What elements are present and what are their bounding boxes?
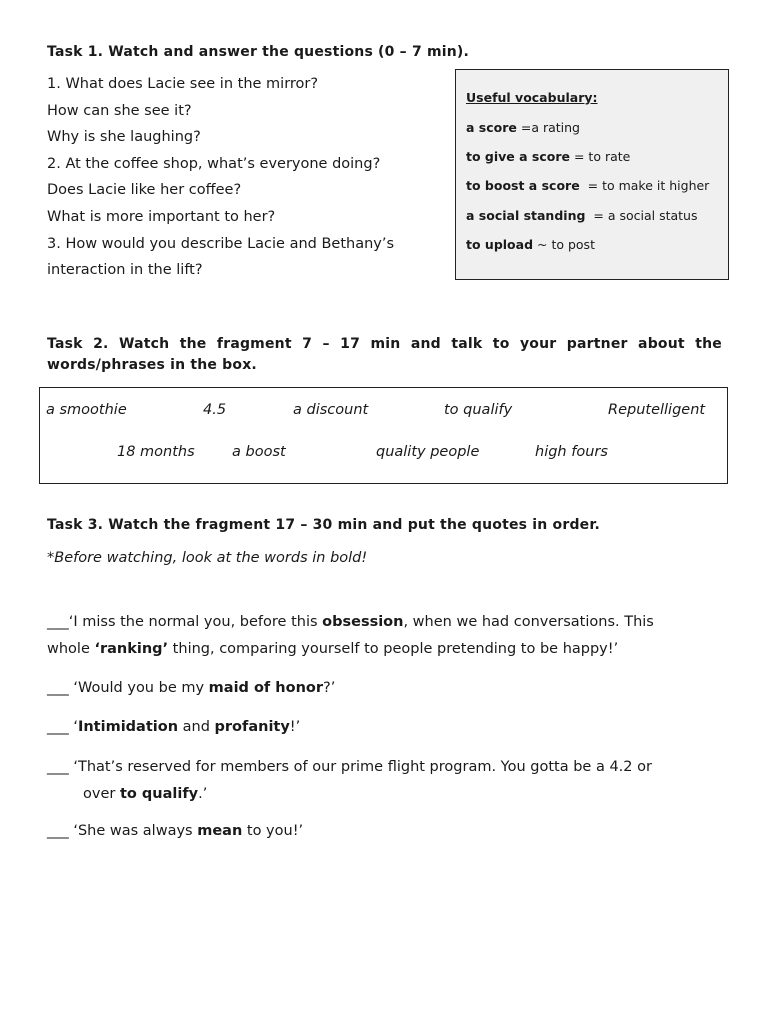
vocabulary-box	[455, 69, 729, 280]
word-item: quality people	[376, 444, 480, 460]
quote-text: thing, comparing yourself to people pretending to be happy!’	[168, 641, 619, 657]
answer-blank[interactable]: ___	[47, 759, 69, 775]
task3-label: Task 3.	[47, 517, 104, 533]
vocabulary-sep: ~	[533, 237, 552, 252]
quote-text: .’	[198, 786, 208, 802]
task1-question: 3. How would you describe Lacie and Bethany’s	[47, 236, 395, 252]
answer-blank[interactable]: ___	[47, 614, 69, 630]
task1-question: What is more important to her?	[47, 209, 276, 225]
vocabulary-item	[466, 178, 709, 193]
vocabulary-sep: =	[579, 178, 603, 193]
quote-bold: maid of honor	[208, 680, 324, 696]
task2-heading-line1: Task 2. Watch the fragment 7 – 17 min and talk to your partner about the	[47, 336, 722, 352]
vocabulary-term: to give a score	[466, 149, 570, 164]
answer-blank[interactable]: ___	[47, 680, 69, 696]
word-item: to qualify	[444, 402, 513, 418]
quote-bold: profanity	[214, 719, 290, 735]
vocabulary-meaning: to make it higher	[602, 178, 710, 193]
word-item: 18 months	[117, 444, 195, 460]
quote-2	[47, 680, 335, 696]
task1-question: interaction in the lift?	[47, 262, 203, 278]
task3-note: *Before watching, look at the words in bold!	[47, 550, 368, 566]
quote-text: ‘I miss the normal you, before this	[68, 614, 323, 630]
task3-heading-text: Watch the fragment 17 – 30 min and put the quotes in order.	[103, 517, 600, 533]
vocabulary-sep: =	[585, 208, 608, 223]
vocabulary-item	[466, 120, 580, 135]
task1-question: 2. At the coffee shop, what’s everyone doing?	[47, 156, 381, 172]
quote-bold: obsession	[322, 614, 404, 630]
vocabulary-term: to upload	[466, 237, 534, 252]
quote-text: ‘	[68, 719, 78, 735]
vocabulary-title: Useful vocabulary:	[466, 90, 598, 105]
quote-text: whole	[47, 641, 95, 657]
quote-4	[47, 759, 652, 775]
vocabulary-sep: =	[570, 149, 589, 164]
task1-question: Does Lacie like her coffee?	[47, 182, 242, 198]
vocabulary-item	[466, 149, 630, 164]
task1-label: Task 1.	[47, 44, 104, 60]
quote-text: and	[178, 719, 215, 735]
quote-text: to you!’	[242, 823, 304, 839]
word-item: a discount	[293, 402, 369, 418]
answer-blank[interactable]: ___	[47, 719, 69, 735]
task1-question: Why is she laughing?	[47, 129, 201, 145]
quote-text: !’	[289, 719, 301, 735]
task1-question: How can she see it?	[47, 103, 192, 119]
quote-1-continued	[47, 641, 618, 657]
task3-heading	[47, 517, 600, 533]
task1-heading	[47, 44, 469, 60]
quote-text: ?’	[323, 680, 336, 696]
quote-5	[47, 823, 303, 839]
task1-question: 1. What does Lacie see in the mirror?	[47, 76, 319, 92]
task1-heading-text: Watch and answer the questions (0 – 7 min).	[103, 44, 470, 60]
vocabulary-item	[466, 237, 595, 252]
answer-blank[interactable]: ___	[47, 823, 69, 839]
quote-bold: to qualify	[119, 786, 199, 802]
quote-text: ‘She was always	[68, 823, 198, 839]
quote-bold: Intimidation	[77, 719, 179, 735]
task2-heading	[47, 334, 722, 376]
word-item: a boost	[232, 444, 286, 460]
word-item: a smoothie	[46, 402, 127, 418]
quote-1	[47, 614, 654, 630]
vocabulary-meaning: a social status	[607, 208, 698, 223]
vocabulary-term: a score	[466, 120, 517, 135]
vocabulary-meaning: to post	[551, 237, 595, 252]
quote-3	[47, 719, 300, 735]
quote-bold: ‘ranking’	[94, 641, 169, 657]
words-box	[39, 387, 728, 484]
quote-text: ‘That’s reserved for members of our prime flight program. You gotta be a 4.2 or	[68, 759, 652, 775]
vocabulary-item	[466, 208, 697, 223]
quote-text: ‘Would you be my	[68, 680, 209, 696]
quote-4-continued	[83, 786, 207, 802]
quote-bold: mean	[197, 823, 243, 839]
word-item: 4.5	[203, 402, 227, 418]
quote-text: over	[83, 786, 120, 802]
vocabulary-term: a social standing	[466, 208, 586, 223]
quote-text: , when we had conversations. This	[403, 614, 654, 630]
word-item: high fours	[535, 444, 608, 460]
vocabulary-meaning: to rate	[588, 149, 631, 164]
vocabulary-sep: =	[516, 120, 532, 135]
vocabulary-meaning: a rating	[531, 120, 580, 135]
word-item: Reputelligent	[608, 402, 706, 418]
task2-heading-line2: words/phrases in the box.	[47, 357, 257, 373]
vocabulary-term: to boost a score	[466, 178, 580, 193]
